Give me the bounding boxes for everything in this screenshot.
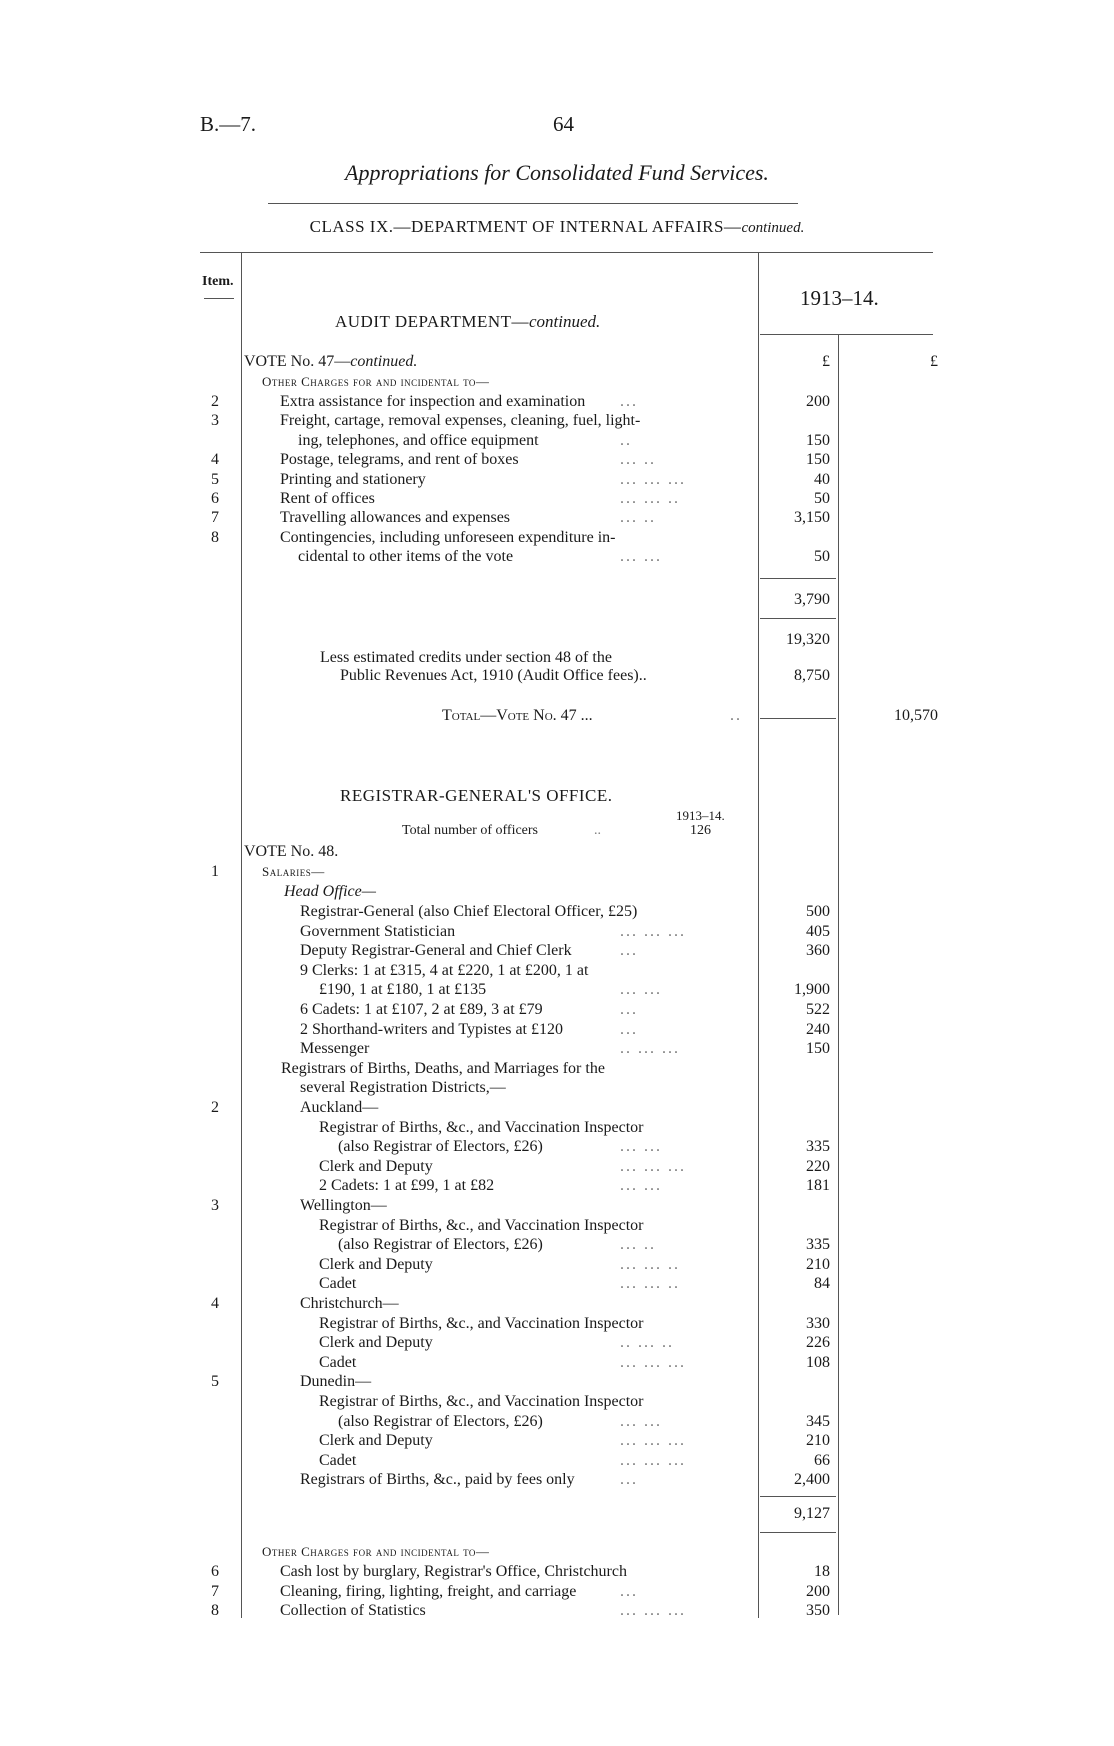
item-description: Postage, telegrams, and rent of boxes	[280, 451, 519, 469]
item-description: 6 Cadets: 1 at £107, 2 at £89, 3 at £79	[300, 1001, 543, 1018]
table-row	[0, 1118, 1114, 1138]
table-row	[0, 1196, 1114, 1216]
item-amount: 108	[806, 1353, 830, 1371]
page-number: 64	[553, 112, 574, 136]
item-description: Clerk and Deputy	[319, 1432, 433, 1450]
item-description: Registrars of Births, &c., paid by fees only	[300, 1471, 575, 1489]
item-description: Cadet	[319, 1451, 357, 1469]
table-row	[0, 1582, 1114, 1602]
leader-dots: ...	[620, 1001, 638, 1018]
item-amount: 200	[806, 393, 830, 410]
item-number: 4	[211, 451, 219, 469]
leader-dots: ...	[620, 1471, 638, 1489]
unit-pounds-1: £	[822, 353, 830, 370]
audit-gross: 19,320	[786, 631, 830, 648]
audit-heading-cont: continued.	[529, 312, 601, 331]
table-row	[0, 1431, 1114, 1451]
less-credits-line-1: Less estimated credits under section 48 of the	[320, 649, 612, 666]
leader-dots: ... ...	[620, 1138, 662, 1156]
item-description: ing, telephones, and office equipment	[298, 431, 539, 449]
item-description: 2 Shorthand-writers and Typistes at £120	[300, 1020, 563, 1038]
item-description: Clerk and Deputy	[319, 1255, 433, 1273]
table-row	[0, 1216, 1114, 1236]
item-amount: 330	[806, 1314, 830, 1332]
item-amount: 66	[814, 1451, 830, 1469]
leader-dots: ... ... ...	[620, 922, 686, 940]
item-number: 2	[211, 1099, 219, 1116]
less-credits-line-2: Public Revenues Act, 1910 (Audit Office fees)..	[340, 667, 647, 684]
item-number: 7	[211, 1582, 219, 1600]
table-row	[0, 980, 1114, 1000]
salaries-item-number: 1	[211, 863, 219, 880]
table-row	[0, 470, 1114, 490]
leader-dots: ..	[620, 431, 632, 449]
item-description: Rent of offices	[280, 490, 375, 507]
item-description: Printing and stationery	[280, 470, 426, 488]
item-description: Contingencies, including unforeseen expenditure in-	[280, 528, 616, 546]
leader-dots: .. ... ..	[620, 1334, 674, 1352]
table-row	[0, 1137, 1114, 1157]
item-description: several Registration Districts,—	[300, 1079, 506, 1097]
item-amount: 335	[806, 1236, 830, 1254]
table-row	[0, 547, 1114, 567]
audit-gross-row	[0, 630, 1114, 650]
item-description: £190, 1 at £180, 1 at £135	[319, 981, 487, 999]
audit-subtotal: 3,790	[794, 591, 830, 608]
leader-dots: ... ... ...	[620, 1432, 686, 1450]
table-row	[0, 1562, 1114, 1582]
item-amount: 50	[814, 548, 830, 566]
vote-47-total-row	[0, 706, 1114, 726]
item-amount: 1,900	[794, 981, 830, 999]
table-row	[0, 1078, 1114, 1098]
page-code: B.—7.	[200, 112, 257, 136]
table-row	[0, 1314, 1114, 1334]
item-description: Cadet	[319, 1275, 357, 1293]
leader-dots: ... ... ...	[620, 1602, 686, 1619]
officers-dots: ..	[594, 823, 601, 838]
item-number: 8	[211, 1602, 219, 1619]
item-number: 5	[211, 1373, 219, 1391]
item-amount: 405	[806, 922, 830, 940]
table-row	[0, 1157, 1114, 1177]
table-row	[0, 1274, 1114, 1294]
table-row	[0, 431, 1114, 451]
leader-dots: ... ..	[620, 1236, 656, 1254]
title-rule	[268, 203, 798, 204]
item-description: Registrar of Births, &c., and Vaccination Inspector	[319, 1393, 644, 1410]
table-row	[0, 1176, 1114, 1196]
item-number: 5	[211, 470, 219, 488]
leader-dots: ... ... ..	[620, 1275, 680, 1293]
item-amount: 220	[806, 1157, 830, 1175]
table-row	[0, 489, 1114, 509]
vote-47-heading-row	[0, 352, 1114, 372]
item-description: Cash lost by burglary, Registrar's Office, Christchurch	[280, 1563, 627, 1580]
unit-pounds-2: £	[930, 353, 938, 370]
item-description: 9 Clerks: 1 at £315, 4 at £220, 1 at £200, 1 at	[300, 961, 589, 979]
table-row	[0, 411, 1114, 431]
item-description: Collection of Statistics	[280, 1602, 426, 1619]
salaries-row	[0, 862, 1114, 882]
item-amount: 84	[814, 1275, 830, 1293]
table-row	[0, 528, 1114, 548]
item-number: 7	[211, 509, 219, 527]
item-amount: 150	[806, 1040, 830, 1058]
item-description: Dunedin—	[300, 1373, 372, 1391]
item-description: Registrars of Births, Deaths, and Marriages for the	[281, 1059, 605, 1077]
class-heading	[0, 217, 1114, 237]
less-credits-row-1	[0, 648, 1114, 668]
leader-dots: ... ... ..	[620, 490, 680, 507]
table-row	[0, 1059, 1114, 1079]
leader-dots: ... ...	[620, 1412, 662, 1430]
salaries-heading: Salaries—	[262, 864, 325, 879]
item-amount: 345	[806, 1412, 830, 1430]
leader-dots: ... ..	[620, 451, 656, 469]
item-description: 2 Cadets: 1 at £99, 1 at £82	[319, 1177, 495, 1195]
item-description: Cleaning, firing, lighting, freight, and carriage	[280, 1582, 577, 1600]
salaries-total-rule	[760, 1496, 836, 1497]
registrar-other-subhead: Other Charges for and incidental to—	[262, 1544, 490, 1559]
item-amount: 210	[806, 1432, 830, 1450]
table-row	[0, 1470, 1114, 1490]
year-header-rule	[760, 334, 933, 335]
item-description: Registrar-General (also Chief Electoral Officer, £25)	[300, 903, 638, 920]
audit-gross-rule	[760, 618, 836, 619]
audit-heading-text: AUDIT DEPARTMENT—	[335, 312, 530, 331]
leader-dots: ...	[620, 1582, 638, 1600]
vote-47-heading	[244, 352, 417, 372]
vote-47-total-rule	[760, 718, 836, 719]
item-description: Freight, cartage, removal expenses, cleaning, fuel, light-	[280, 412, 641, 430]
page-title: Appropriations for Consolidated Fund Services.	[345, 160, 769, 185]
item-description: cidental to other items of the vote	[298, 548, 514, 566]
leader-dots: ... ... ...	[620, 1157, 686, 1175]
item-amount: 226	[806, 1334, 830, 1352]
item-description: Government Statistician	[300, 922, 456, 940]
item-number: 8	[211, 528, 219, 546]
item-amount: 18	[814, 1563, 830, 1580]
vote-47-total-dots: ..	[730, 707, 742, 724]
less-credits-row-2	[0, 666, 1114, 686]
item-number: 3	[211, 1197, 219, 1214]
item-amount: 500	[806, 903, 830, 920]
salaries-total-bottom-rule	[760, 1532, 836, 1533]
item-amount: 210	[806, 1255, 830, 1273]
table-row	[0, 1000, 1114, 1020]
item-description: (also Registrar of Electors, £26)	[338, 1138, 543, 1156]
table-row	[0, 1039, 1114, 1059]
item-description: Christchurch—	[300, 1295, 399, 1312]
less-credits-amount: 8,750	[794, 667, 830, 684]
item-amount: 360	[806, 942, 830, 960]
audit-subhead-row	[0, 372, 1114, 392]
table-row	[0, 902, 1114, 922]
head-office-row	[0, 882, 1114, 902]
salaries-total: 9,127	[794, 1505, 830, 1522]
item-number: 6	[211, 1563, 219, 1580]
item-number: 2	[211, 393, 219, 410]
vote-47-cont: continued.	[350, 353, 418, 370]
table-row	[0, 1353, 1114, 1373]
table-row	[0, 1294, 1114, 1314]
leader-dots: ... ... ...	[620, 470, 686, 488]
item-description: Deputy Registrar-General and Chief Clerk	[300, 942, 572, 960]
table-row	[0, 1451, 1114, 1471]
table-row	[0, 1255, 1114, 1275]
table-row	[0, 1372, 1114, 1392]
item-number: 3	[211, 412, 219, 430]
officers-year: 1913–14.	[676, 808, 725, 823]
item-amount: 50	[814, 490, 830, 507]
vote-48-heading-row	[0, 842, 1114, 862]
audit-heading	[335, 312, 600, 332]
item-description: Cadet	[319, 1353, 357, 1371]
item-description: Travelling allowances and expenses	[280, 509, 511, 527]
item-description: (also Registrar of Electors, £26)	[338, 1412, 543, 1430]
item-amount: 335	[806, 1138, 830, 1156]
table-row	[0, 1333, 1114, 1353]
table-row	[0, 1412, 1114, 1432]
vote-47-total-amount: 10,570	[894, 707, 938, 724]
table-row	[0, 961, 1114, 981]
item-column-header: Item.	[202, 274, 234, 289]
table-row	[0, 508, 1114, 528]
item-description: Registrar of Births, &c., and Vaccination Inspector	[319, 1216, 644, 1234]
vote-48-heading: VOTE No. 48.	[244, 843, 339, 860]
head-office-heading: Head Office—	[284, 883, 376, 900]
leader-dots: ... ...	[620, 548, 662, 566]
table-row	[0, 941, 1114, 961]
item-amount: 522	[806, 1001, 830, 1018]
item-description: Clerk and Deputy	[319, 1157, 433, 1175]
item-header-rule	[204, 298, 234, 299]
item-description: Messenger	[300, 1040, 370, 1058]
item-amount: 150	[806, 451, 830, 469]
item-description: Wellington—	[300, 1197, 387, 1214]
item-description: Auckland—	[300, 1099, 379, 1116]
table-row	[0, 1601, 1114, 1621]
audit-subtotal-row	[0, 590, 1114, 610]
vote-47-text: VOTE No. 47—	[244, 353, 351, 370]
item-description: (also Registrar of Electors, £26)	[338, 1236, 543, 1254]
table-top-rule	[200, 252, 933, 253]
officers-count: 126	[690, 823, 711, 838]
item-amount: 181	[806, 1177, 830, 1195]
item-amount: 40	[814, 470, 830, 488]
class-heading-cont: continued.	[741, 220, 805, 236]
officers-label: Total number of officers	[402, 823, 538, 838]
salaries-total-row	[0, 1504, 1114, 1524]
table-row	[0, 1098, 1114, 1118]
leader-dots: ... ... ...	[620, 1353, 686, 1371]
item-amount: 150	[806, 431, 830, 449]
class-heading-text: CLASS IX.—DEPARTMENT OF INTERNAL AFFAIRS—	[309, 217, 742, 236]
table-row	[0, 922, 1114, 942]
item-number: 6	[211, 490, 219, 507]
table-row	[0, 450, 1114, 470]
leader-dots: ... ... ...	[620, 1451, 686, 1469]
item-amount: 240	[806, 1020, 830, 1038]
item-description: Registrar of Births, &c., and Vaccination Inspector	[319, 1314, 644, 1332]
leader-dots: ...	[620, 393, 638, 410]
registrar-heading: REGISTRAR-GENERAL'S OFFICE.	[340, 786, 613, 805]
leader-dots: ... ... ..	[620, 1255, 680, 1273]
leader-dots: .. ... ...	[620, 1040, 680, 1058]
registrar-other-subhead-row	[0, 1542, 1114, 1562]
table-row	[0, 392, 1114, 412]
audit-subtotal-rule	[760, 578, 836, 579]
item-description: Clerk and Deputy	[319, 1334, 433, 1352]
item-description: Registrar of Births, &c., and Vaccination Inspector	[319, 1118, 644, 1136]
leader-dots: ...	[620, 1020, 638, 1038]
item-amount: 2,400	[794, 1471, 830, 1489]
leader-dots: ...	[620, 942, 638, 960]
item-description: Extra assistance for inspection and examination	[280, 393, 586, 410]
year-column-header: 1913–14.	[800, 286, 879, 310]
item-amount: 350	[806, 1602, 830, 1619]
table-row	[0, 1235, 1114, 1255]
table-row	[0, 1392, 1114, 1412]
item-amount: 200	[806, 1582, 830, 1600]
item-number: 4	[211, 1295, 219, 1312]
leader-dots: ... ...	[620, 981, 662, 999]
leader-dots: ... ..	[620, 509, 656, 527]
item-amount: 3,150	[794, 509, 830, 527]
table-row	[0, 1020, 1114, 1040]
vote-47-total-label: Total—Vote No. 47 ...	[442, 707, 593, 724]
leader-dots: ... ...	[620, 1177, 662, 1195]
audit-subhead: Other Charges for and incidental to—	[262, 374, 490, 389]
